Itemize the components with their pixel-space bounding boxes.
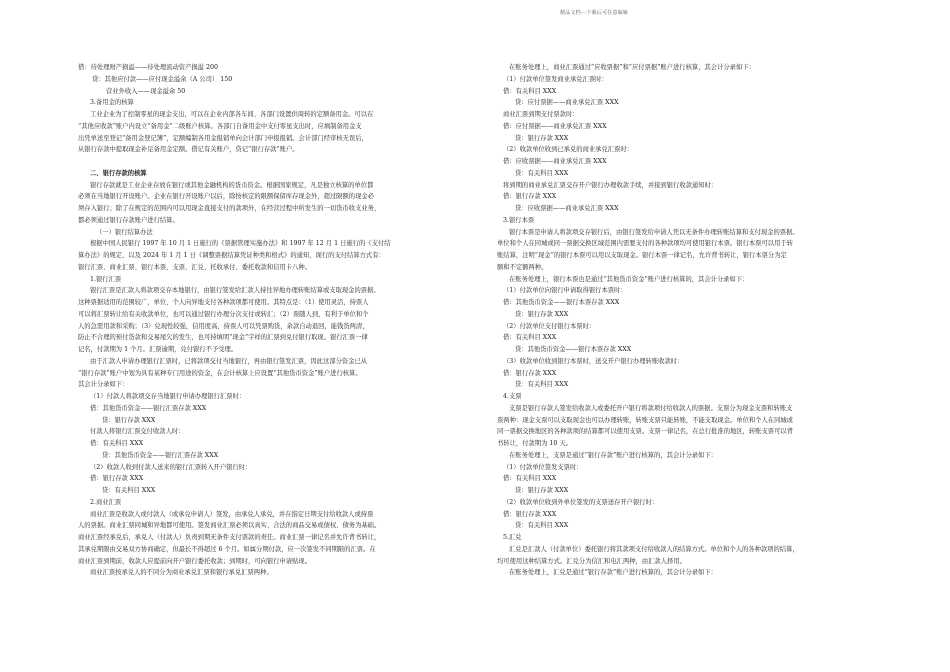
text-line: 在账务处理上，商业汇票通过“应收票据”和“应付票据”账户进行核算，其会计分录如下：	[509, 64, 755, 71]
section-heading: 二、银行存款的核算	[90, 169, 147, 177]
text-line: （2）付款单位支付银行本票时：	[503, 322, 596, 330]
text-line: 2.商业汇票	[90, 498, 122, 506]
text-line: 贷：有关科目 XXX	[515, 169, 569, 177]
text-line: “银行存款”账户中划为具有某种专门用途的资金，在会计核算上应设置“其他货币资金”账户进行核算。	[78, 369, 362, 377]
text-line: 贷：应收票据——商业承兑汇票 XXX	[515, 205, 619, 212]
text-line: 贷：银行存款 XXX	[515, 310, 569, 318]
right-column	[497, 62, 887, 579]
text-line: 借：其他货币资金——银行汇票存款 XXX	[90, 404, 207, 412]
text-line: 同一票据交换地区的各种款项的结算都可以使用支票。支票一律记名，在总行批准的地区，转账支票可以背	[497, 428, 793, 436]
text-line: （2）收款单位收到已承兑的商业承兑汇票时：	[503, 146, 633, 154]
text-line: 付款人将银行汇票交付收款人时：	[90, 428, 185, 436]
text-line: 在账务处理上，支票是通过“银行存款”账户进行核算的，其会计分录如下：	[509, 451, 717, 459]
text-line: 算办法》的规定，以及 2024 年 1 月 1 日《调整票据结算凭证种类和格式》的通知，现行的支付结算方式有：	[78, 252, 385, 259]
text-line: 贷：有关科目 XXX	[515, 381, 569, 389]
text-line: （1）付款单位签发支票时：	[503, 463, 583, 471]
page-header: 精品文档---下载后可任意编辑	[560, 10, 629, 16]
blank-line	[78, 156, 468, 168]
text-line: 出凭单送至登记“备用金登记簿”，定额编制各用金报销单向会计部门申报报销。会计部门经审核无误后，	[78, 134, 368, 142]
text-line: 4.支票	[503, 393, 522, 400]
text-line: 银行本票是申请人将款项交存银行后，由银行签发给申请人凭以无条件办理转账结算和支付现金的票据。	[509, 228, 799, 236]
text-line: 将到期的商业承兑汇票交存开户银行办理收款手续，并接到银行收款通知时：	[503, 181, 718, 189]
text-line: 3.备用金的核算	[90, 99, 134, 107]
text-line: 贷：其他货币资金——银行汇票存款 XXX	[102, 451, 219, 459]
text-line: 商业汇票经承兑后，承兑人（付款人）负责到期无条件支付票款的责任。商业汇票一律记名并允许背书转让，	[78, 534, 381, 541]
text-line: 书转让，付款期为 10 天。	[497, 440, 572, 447]
text-line: （1）付款单位签发商业承兑汇票时：	[503, 75, 608, 83]
text-line: 商业汇票到期前，收款人应提前向开户银行委托收款；到期时，可向银行申请贴现。	[78, 557, 311, 565]
text-line: 贷：应付票据——商业承兑汇票 XXX	[515, 99, 619, 107]
text-line: 借：应收票据——商业承兑汇票 XXX	[503, 158, 607, 165]
text-line: （1）付款单位向银行申请取得银行本票时：	[503, 287, 627, 295]
text-line: 从银行存款中提取现金补足备用金定额。借记有关账户，贷记“银行存款”账户。	[78, 146, 299, 154]
text-line: 根据中国人民银行 1997 年 10 月 1 日施行的《票据管理实施办法》和 1997 年 12 月 1 日施行的《支付结	[90, 240, 391, 248]
text-line: 都必须通过银行存款账户进行结算。	[78, 216, 179, 224]
text-line: 借：应付票据——商业承兑汇票 XXX	[503, 122, 607, 130]
text-line: 须存入银行；除了在规定的范围内可以用现金直接支付的款项外，在经营过程中所发生的一切货币收支业务，	[78, 205, 381, 212]
text-line: 其承兑期限由交易双方协商确定，但最长不得超过 6 个月。如属分期付款，应一次签发不同期限的汇票。在	[78, 545, 376, 553]
text-line: 借：有关科目 XXX	[503, 87, 557, 95]
text-line: 贷：有关科目 XXX	[102, 487, 156, 494]
text-line: 贷：其他应付款——应付现金溢余（A 公司） 150	[92, 75, 233, 83]
text-line: 单位和个人在同城或同一票据交换区域范围内需要支付的各种款项均可使用银行本票。银行本票可以用于转	[497, 240, 793, 248]
text-line: 借：有关科目 XXX	[503, 475, 557, 483]
text-line: （一）银行结算办法	[96, 228, 153, 236]
text-line: 贷：其他货币资金——银行本票存款 XXX	[515, 346, 632, 353]
text-line: （2）收款单位收到外单位签发的支票送存开户银行时：	[503, 498, 659, 506]
text-line: 贷：银行存款 XXX	[515, 487, 569, 494]
text-line: 贷：银行存款 XXX	[102, 416, 156, 424]
text-line: 支票是银行存款人签发给收款人或委托开户银行将款项付给收款人的票据。支票分为现金支票和转账支	[509, 404, 793, 412]
text-line: 营业外收入——现金溢余 50	[106, 87, 186, 95]
text-line: 贷：银行存款 XXX	[515, 134, 569, 142]
text-line: 3.银行本票	[503, 216, 535, 224]
text-line: 票两种：现金支票可以支取现金也可以办理转账，转账支票只能转账，不能支取现金。单位和个人在同城或	[497, 416, 793, 424]
text-line: 借：其他货币资金——银行本票存款 XXX	[503, 299, 620, 306]
text-line: 在账务处理上，汇兑是通过“银行存款”账户进行核算的，其会计分录如下：	[509, 569, 717, 577]
text-line: 5.汇兑	[503, 534, 522, 541]
left-column	[78, 62, 468, 579]
text-line: 银行存款就是工业企业存放在银行或其他金融机构的货币资金。根据国家规定，凡是独立核算的单位都	[90, 181, 374, 189]
text-line: 其会计分录如下：	[78, 381, 129, 389]
text-line: 贷：有关科目 XXX	[515, 522, 569, 530]
text-line: 额和不定额两种。	[497, 263, 548, 271]
text-line: 工业企业为了控制零星的现金支出，可以在企业内部各车间、各部门设置供周转的定额备用金。可以在	[90, 111, 374, 118]
text-line: 借：银行存款 XXX	[503, 369, 557, 377]
text-line: 借：有关科目 XXX	[90, 440, 144, 447]
text-line: 记名，付款期为 1 个月。汇票逾期，兑付银行不予受理。	[78, 346, 238, 353]
text-line: 银行汇票是汇款人将款项交存本地银行，由银行签发给汇款人持往异地办理转账结算或支取现金的票据。	[90, 287, 380, 295]
text-line: 必须在当地银行开设账户。企业在银行开设账户以后，除按核定的限额保留库存现金外，超过限额的现金必	[78, 193, 374, 201]
text-line: “其他应收款”账户内设立“备用金”二级账户核算。各部门自备用金中支付零星支出时，应填制备用金支	[78, 122, 362, 130]
text-line: 由于汇款人申请办理银行汇票时，已将款项交付当地银行，再由银行签发汇票，因此这部分资金已从	[90, 357, 368, 365]
text-line: 银行汇票、商业汇票、银行本票、支票、汇兑、托收承付、委托收款和信用卡八种。	[78, 263, 311, 271]
text-line: 借：银行存款 XXX	[503, 510, 557, 518]
text-line: 借：待处理财产损溢——待处理流动资产损溢 200	[78, 64, 218, 71]
text-line: 账结算，注明“现金”的银行本票可以用以支取现金。银行本票一律记名，允许背书转让，银行本票分为定	[497, 252, 787, 259]
text-line: 借：银行存款 XXX	[503, 193, 557, 201]
text-line: （3）收款单位收到银行本票时，送交开户银行办理转账收款时：	[503, 357, 684, 365]
text-line: 均可使用这种结算方式。汇兑分为信汇和电汇两种，由汇款人择用。	[497, 557, 686, 565]
text-line: 人的票据。商业汇票同城和异地都可使用。签发商业汇票必须以真实、合法的商品交易或债权、债务为基础。	[78, 522, 381, 530]
text-line: 汇兑是汇款人（付款单位）委托银行将其款项支付给收款人的结算方式。单位和个人的各种款项的结算，	[509, 545, 799, 553]
text-line: 防止不合理的预付货款和交易尾欠的发生，也可持填明“现金”字样的汇票到兑付银行取现。银行汇票一律	[78, 334, 368, 342]
text-line: 在账务处理上，银行本票也是通过“其他货币资金”账户进行核算的，其会计分录如下：	[509, 275, 749, 283]
text-line: 可以将汇票转让给有关收款单位，也可以通过银行办理分次支付或转汇；（2）票随人到，有利于单位和个	[78, 310, 369, 318]
text-line: 借：银行存款 XXX	[90, 475, 144, 483]
text-line: （2）收款人收到付款人送来的银行汇票转入开户银行时：	[90, 463, 252, 471]
text-line: 商业汇票是收款人或付款人（或承兑申请人）签发，由承兑人承兑，并在指定日期支付给收款人或持票	[90, 510, 374, 518]
text-line: 商业汇票到期支付票款时：	[503, 111, 579, 118]
text-line: 1.银行汇票	[90, 275, 122, 283]
text-line: 商业汇票按承兑人的不同分为商业承兑汇票和银行承兑汇票两种。	[90, 569, 273, 577]
text-line: 借：有关科目 XXX	[503, 334, 557, 342]
text-line: 人的急需用款和采购；（3）兑现性较强，信用度高，持票人可以凭票购货，余款自动退回，能钱货两清，	[78, 322, 369, 330]
text-line: 这种票据适用的范围较广，单位、个人向异地支付各种款项都可使用。其特点是：（1）使用灵活，持票人	[78, 299, 369, 306]
text-line: （1）付款人将款项交存当地银行申请办理银行汇票时：	[90, 393, 246, 400]
